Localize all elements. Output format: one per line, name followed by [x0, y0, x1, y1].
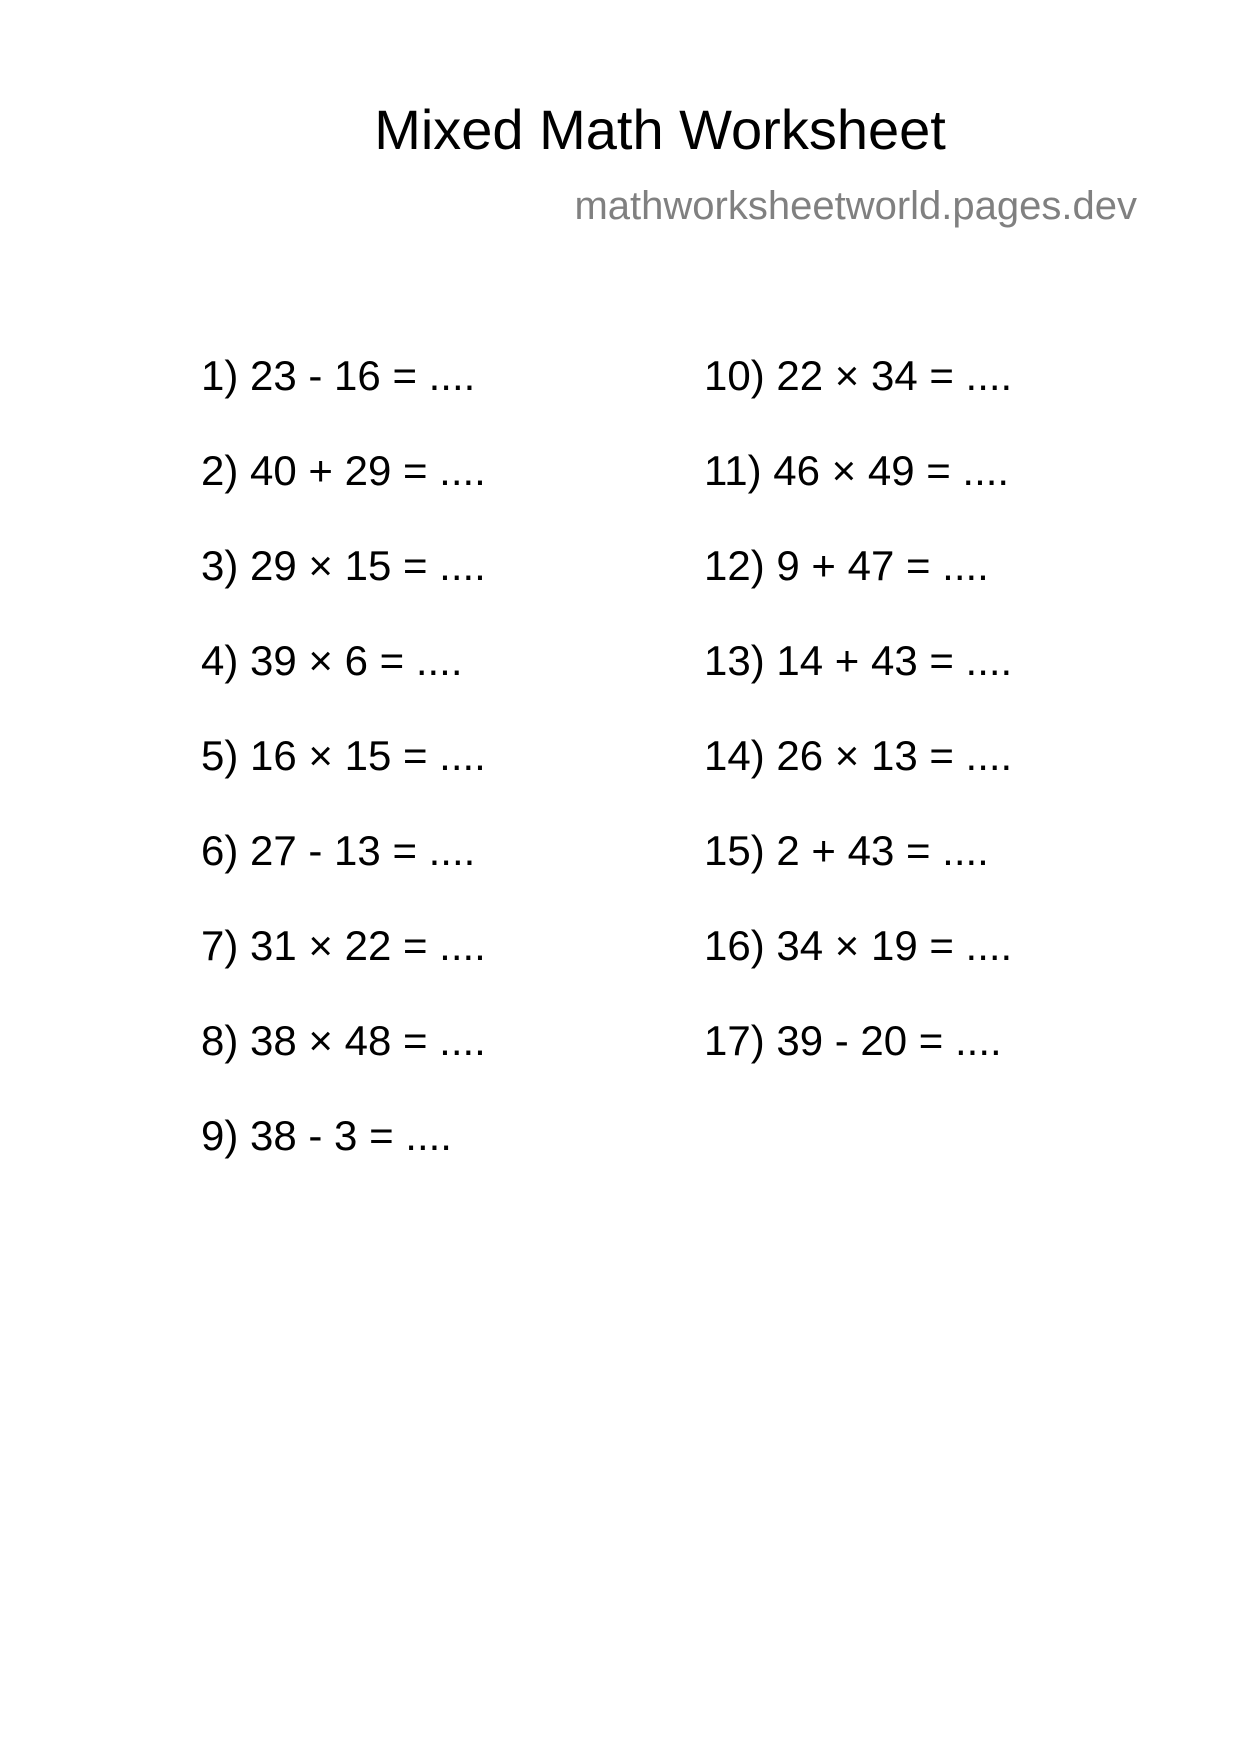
problem-item: 14) 26 × 13 = ....: [704, 732, 1013, 779]
page-title: Mixed Math Worksheet: [374, 98, 946, 161]
problem-column-right: [704, 352, 1012, 1112]
problem-item: 1) 23 - 16 = ....: [201, 352, 476, 399]
problem-item: 6) 27 - 13 = ....: [201, 827, 476, 874]
problem-item: 3) 29 × 15 = ....: [201, 542, 486, 589]
problem-item: 2) 40 + 29 = ....: [201, 447, 486, 494]
problem-item: 12) 9 + 47 = ....: [704, 542, 989, 589]
source-url: mathworksheetworld.pages.dev: [574, 184, 1137, 228]
problem-item: 5) 16 × 15 = ....: [201, 732, 486, 779]
problem-item: 16) 34 × 19 = ....: [704, 922, 1013, 969]
problem-item: 15) 2 + 43 = ....: [704, 827, 989, 874]
problem-item: 13) 14 + 43 = ....: [704, 637, 1013, 684]
problem-item: 4) 39 × 6 = ....: [201, 637, 463, 684]
problem-item: 11) 46 × 49 = ....: [704, 447, 1010, 494]
problem-item: 8) 38 × 48 = ....: [201, 1017, 486, 1064]
problem-item: 17) 39 - 20 = ....: [704, 1017, 1002, 1064]
problem-item: 10) 22 × 34 = ....: [704, 352, 1013, 399]
problem-item: 7) 31 × 22 = ....: [201, 922, 486, 969]
problem-item: 9) 38 - 3 = ....: [201, 1112, 452, 1159]
problem-column-left: [201, 352, 486, 1207]
